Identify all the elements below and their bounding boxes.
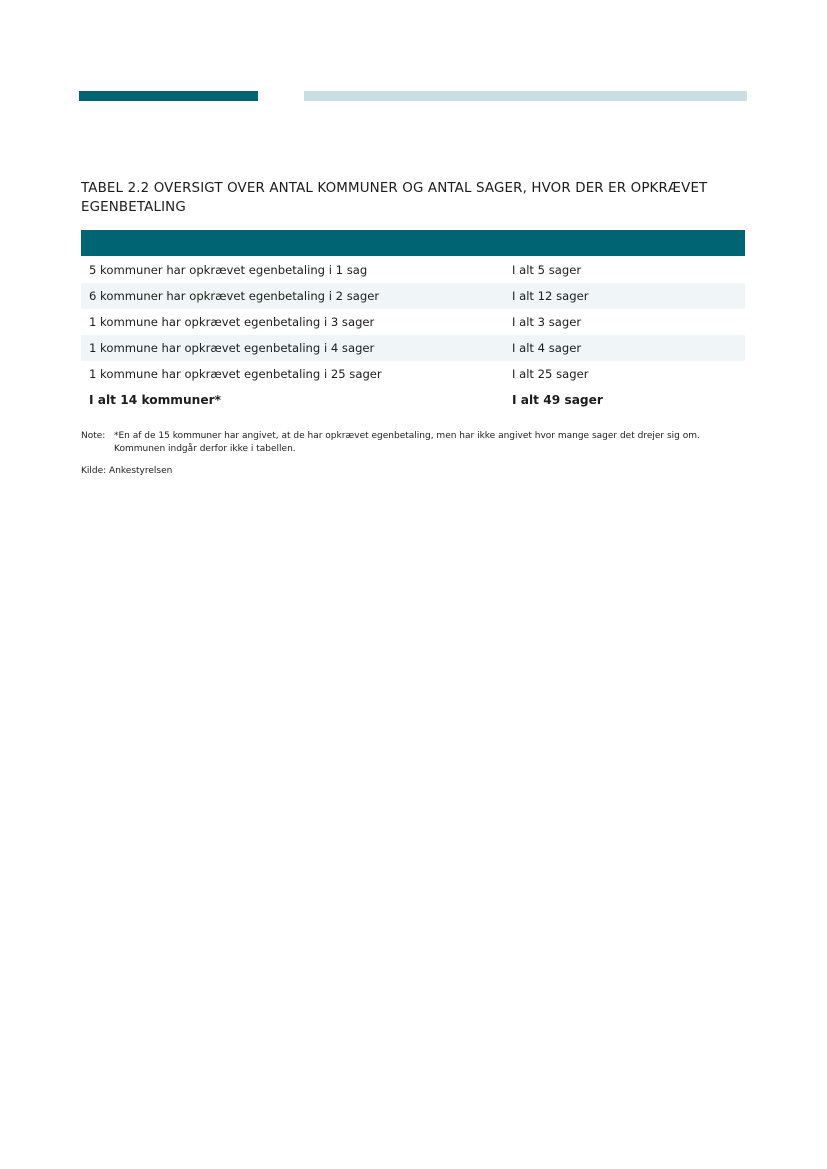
table-header-band (81, 230, 745, 256)
header-accent-bar-light (304, 91, 747, 101)
table-row (81, 257, 745, 283)
total-cases-cell: I alt 49 sager (512, 393, 603, 407)
cases-cell: I alt 4 sager (512, 341, 582, 355)
table-row (81, 335, 745, 361)
note-label: Note: (81, 431, 106, 441)
data-table (81, 257, 745, 413)
table-total-row (81, 387, 745, 413)
municipalities-cell: 6 kommuner har opkrævet egenbetaling i 2 sager (89, 289, 380, 303)
municipalities-cell: 1 kommune har opkrævet egenbetaling i 3 sager (89, 315, 375, 329)
total-municipalities-cell: I alt 14 kommuner* (89, 393, 222, 407)
cases-cell: I alt 12 sager (512, 289, 589, 303)
municipalities-cell: 5 kommuner har opkrævet egenbetaling i 1 sag (89, 263, 368, 277)
table-title: TABEL 2.2 OVERSIGT OVER ANTAL KOMMUNER OG ANTAL SAGER, HVOR DER ER OPKRÆVET EGENBETALING (81, 181, 708, 215)
table-row (81, 361, 745, 387)
note-text: *En af de 15 kommuner har angivet, at de har opkrævet egenbetaling, men har ikke angivet hvor mange sager det drejer sig om. Kommunen indgår derfor ikke i tabellen. (114, 431, 700, 454)
cases-cell: I alt 3 sager (512, 315, 582, 329)
table-row (81, 309, 745, 335)
table-source: Kilde: Ankestyrelsen (81, 466, 173, 476)
header-accent-bar (79, 91, 258, 101)
cases-cell: I alt 5 sager (512, 263, 582, 277)
table-row (81, 283, 745, 309)
municipalities-cell: 1 kommune har opkrævet egenbetaling i 25 sager (89, 367, 382, 381)
municipalities-cell: 1 kommune har opkrævet egenbetaling i 4 sager (89, 341, 375, 355)
cases-cell: I alt 25 sager (512, 367, 589, 381)
